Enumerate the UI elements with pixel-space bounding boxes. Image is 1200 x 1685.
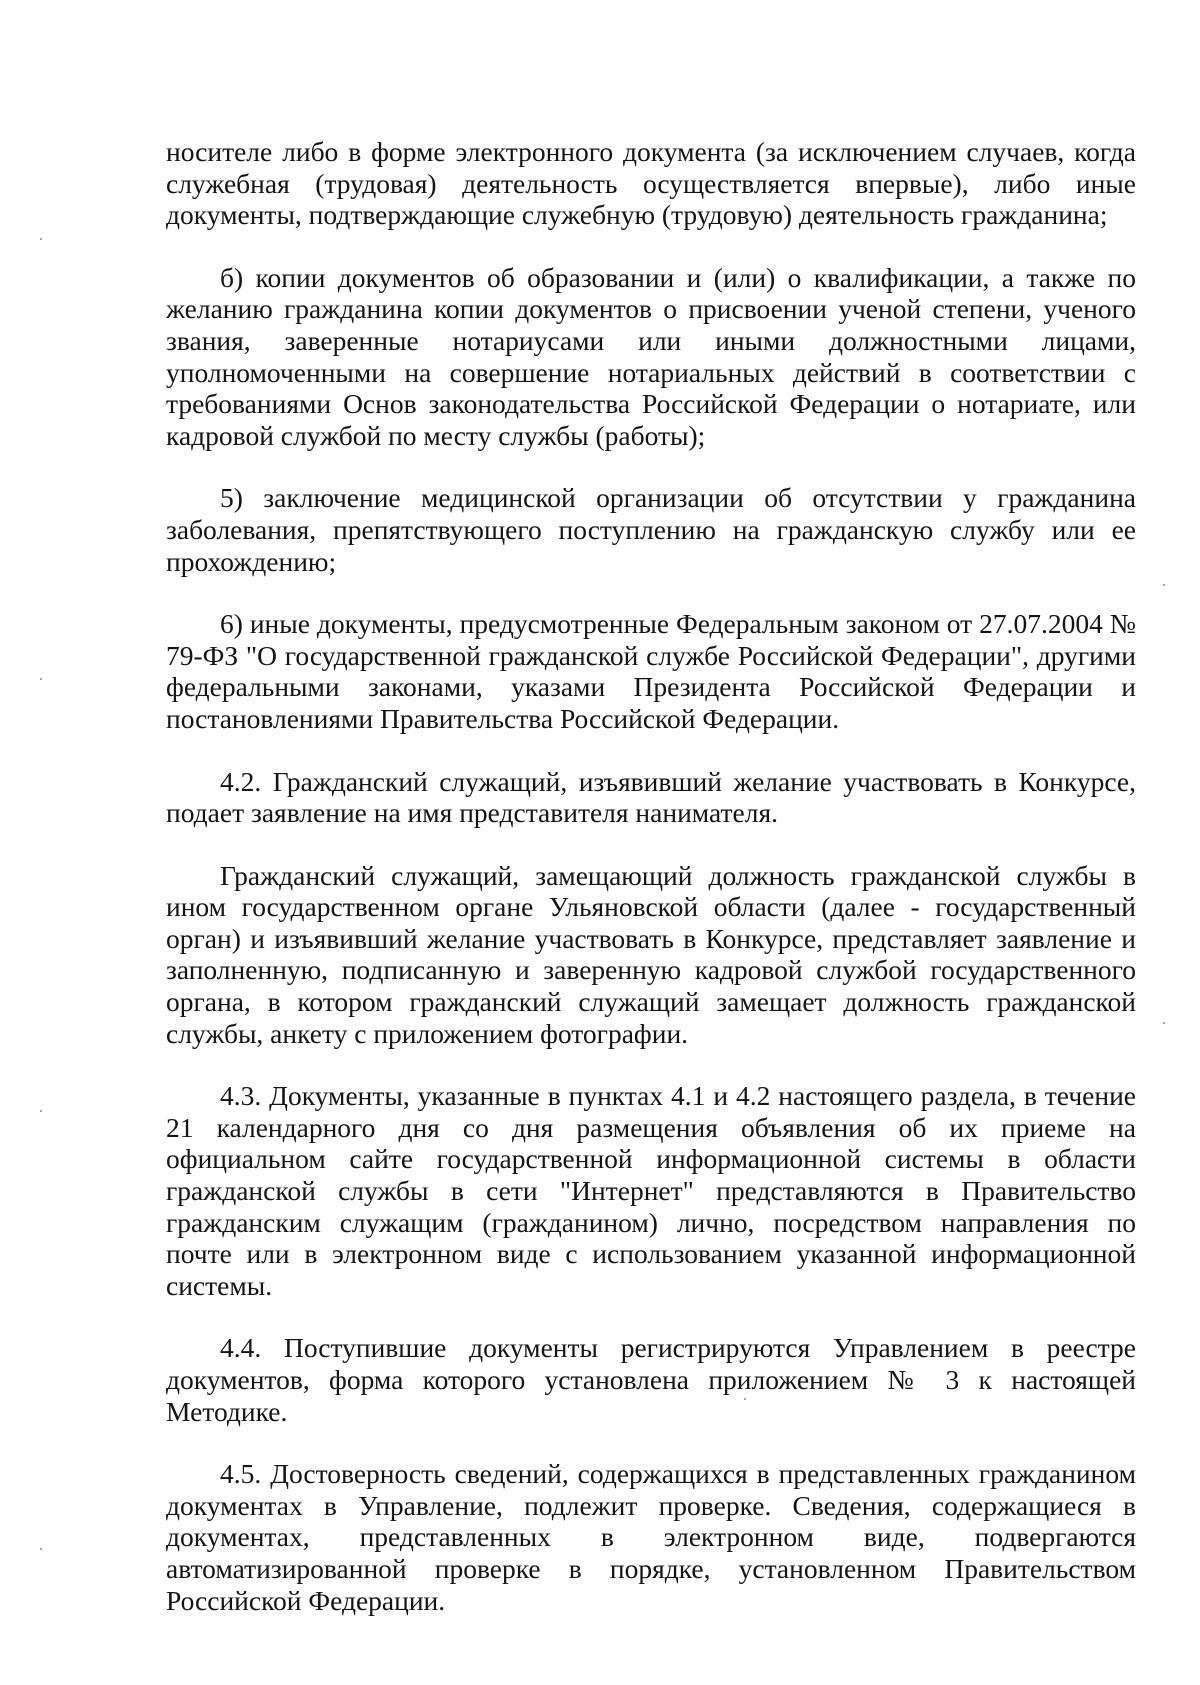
paragraph-section-4-4: 4.4. Поступившие документы регистрируются Управлением в реестре документов, форма которого установлена приложением № 3 к настоящей Методике. (166, 1332, 1136, 1427)
paragraph-section-4-5: 4.5. Достоверность сведений, содержащихся в представленных гражданином документах в Управление, подлежит проверке. Сведения, содержащиеся в документах, представленных в электронном виде, подвергаются автоматизированной проверке в порядке, установленном Правительством Российской Федерации. (166, 1458, 1136, 1616)
paragraph-medical-conclusion: 5) заключение медицинской организации об отсутствии у гражданина заболевания, препятствующего поступлению на гражданскую службу или ее прохождению; (166, 482, 1136, 577)
scan-speck (1163, 584, 1165, 586)
paragraph-education-copies: б) копии документов об образовании и (или) о квалификации, а также по желанию гражданина копии документов о присвоении ученой степени, ученого звания, заверенные нотариусами или иными должностными лицами, уполномоченными на совершение нотариальных действий в соответствии с требованиями Основ законодательства Российской Федерации о нотариате, или кадровой службой по месту службы (работы); (166, 261, 1136, 451)
paragraph-section-4-2: 4.2. Гражданский служащий, изъявивший желание участвовать в Конкурсе, подает заявление на имя представителя нанимателя. (166, 765, 1136, 829)
scan-speck (40, 1110, 42, 1112)
paragraph-other-agency-servant: Гражданский служащий, замещающий должность гражданской службы в ином государственном органе Ульяновской области (далее - государственный орган) и изъявивший желание участвовать в Конкурсе, представляет заявление и заполненную, подписанную и заверенную кадровой службой государственного органа, в котором гражданский служащий замещает должность гражданской службы, анкету с приложением фотографии. (166, 859, 1136, 1049)
paragraph-other-documents: 6) иные документы, предусмотренные Федеральным законом от 27.07.2004 № 79-ФЗ "О государственной гражданской службе Российской Федерации", другими федеральными законами, указами Президента Российской Федерации и постановлениями Правительства Российской Федерации. (166, 608, 1136, 734)
scan-speck (40, 678, 42, 680)
scan-speck (40, 1548, 42, 1550)
paragraph-section-4-3: 4.3. Документы, указанные в пунктах 4.1 и 4.2 настоящего раздела, в течение 21 календарного дня со дня размещения объявления об их приеме на официальном сайте государственной информационной системы в области гражданской службы в сети "Интернет" представляются в Правительство гражданским служащим (гражданином) лично, посредством направления по почте или в электронном виде с использованием указанной информационной системы. (166, 1080, 1136, 1301)
document-body (166, 136, 1136, 1647)
paragraph-work-record-continuation: носителе либо в форме электронного документа (за исключением случаев, когда служебная (трудовая) деятельность осуществляется впервые), либо иные документы, подтверждающие служебную (трудовую) деятельность гражданина; (166, 136, 1136, 231)
scan-speck (1163, 1022, 1165, 1024)
scan-speck (744, 1398, 746, 1400)
scan-speck (40, 238, 42, 240)
